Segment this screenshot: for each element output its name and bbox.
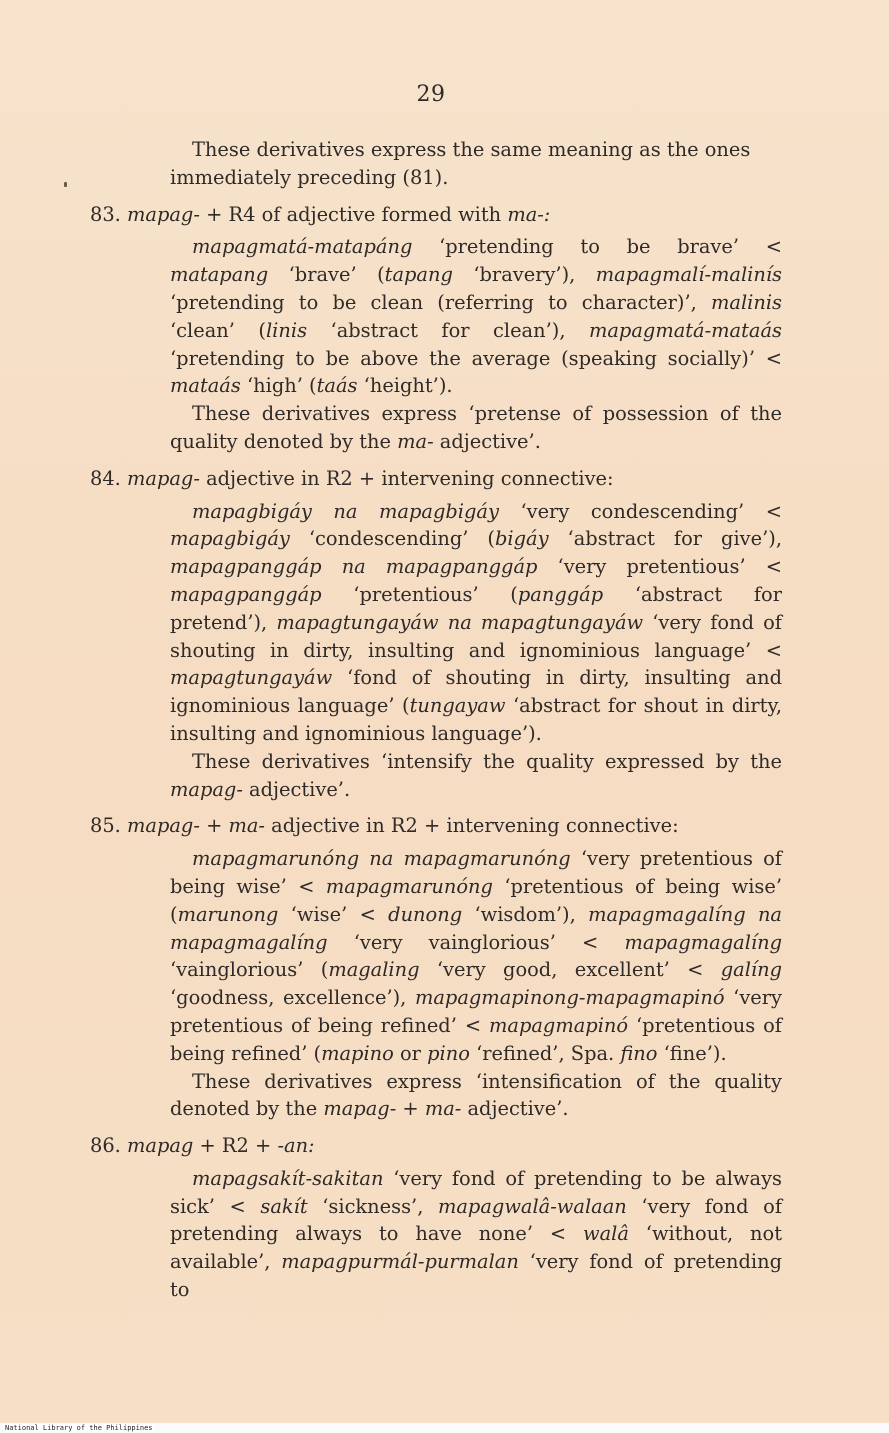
example-part-7: ‘pretending to be clean (referring to character)’, — [170, 290, 711, 314]
page-content — [90, 136, 782, 1304]
example-part-4: marunong — [177, 902, 279, 926]
example-part-17: ‘abstract for shout in dirty, insulting and ignominious language’). — [170, 694, 783, 745]
example-part-1: ‘very pretentious of being wise’ < — [170, 847, 782, 898]
note-part-2: adjective’. — [242, 777, 351, 801]
note-part-1: mapag- — [323, 1097, 397, 1121]
example-part-11: ‘abstract for clean’), — [307, 318, 589, 342]
note-part-0: These derivatives ‘intensify the quality expressed by the — [192, 749, 782, 773]
heading-part-0: mapag — [127, 1134, 194, 1158]
intro-paragraph — [90, 136, 782, 192]
section-examples — [170, 845, 782, 1067]
section-heading-2 — [90, 812, 782, 840]
example-part-17: ‘height’). — [357, 374, 453, 398]
example-part-17: ‘very pretentious of being refined’ < — [170, 986, 782, 1037]
example-part-20: mapino — [321, 1041, 394, 1065]
example-part-2: sakít — [260, 1194, 308, 1218]
intro-line-2: immediately preceding (81). — [170, 165, 449, 189]
example-part-0: mapagmatá-matapáng — [192, 235, 413, 259]
example-part-10: linis — [265, 318, 308, 342]
intro-line-1: These derivatives express the same meaning as the ones — [192, 138, 751, 161]
example-part-5: ‘bravery’), — [452, 263, 596, 287]
example-part-14: mataás — [170, 374, 241, 398]
page-number: 29 — [416, 82, 446, 107]
note-part-1: mapag- — [170, 777, 243, 801]
heading-part-2: -an: — [277, 1134, 315, 1158]
example-part-7: ‘very pretentious’ < — [537, 555, 782, 579]
example-part-7: ‘wisdom’), — [462, 902, 589, 926]
example-part-9: ‘pretentious’ ( — [321, 582, 518, 606]
example-part-11: ‘vainglorious’ ( — [170, 958, 329, 982]
heading-part-0: mapag- — [127, 466, 200, 490]
example-part-8: malinis — [711, 290, 782, 314]
section-body-2 — [90, 845, 782, 1123]
heading-part-2: ma- — [228, 814, 265, 838]
section-note — [170, 400, 782, 456]
example-part-9: ‘clean’ ( — [170, 318, 266, 342]
section-heading-1 — [90, 465, 782, 493]
example-part-3: ‘sickness’, — [307, 1194, 438, 1218]
example-part-11: ‘abstract for pretend’), — [170, 582, 782, 634]
section-examples — [170, 498, 782, 748]
example-part-22: pino — [427, 1041, 470, 1065]
example-part-16: mapagmapinong-mapagmapinó — [414, 986, 725, 1010]
heading-part-1: + — [199, 814, 229, 838]
example-part-4: tapang — [384, 263, 453, 287]
heading-part-1: adjective in R2 + intervening connective: — [199, 466, 614, 490]
example-part-1: ‘very fond of pretending to be always sick’ < — [170, 1166, 782, 1218]
example-part-14: mapagtungayáw — [170, 666, 333, 690]
note-part-3: ma- — [424, 1097, 462, 1121]
example-part-6: walâ — [583, 1222, 629, 1246]
example-part-9: ‘very vainglorious’ < — [327, 930, 625, 954]
note-part-4: adjective’. — [461, 1097, 569, 1121]
sections-container — [90, 201, 782, 1304]
example-part-14: galíng — [720, 958, 782, 982]
section-heading-3 — [90, 1132, 782, 1160]
section-examples — [170, 1165, 782, 1304]
example-part-12: magaling — [328, 958, 420, 982]
section-number: 83. — [90, 202, 128, 226]
example-part-15: ‘fond of shouting in dirty, insulting and ignominious language’ ( — [170, 666, 782, 718]
section-note — [170, 1068, 782, 1124]
footer-credit: National Library of the Philippines — [5, 1424, 153, 1432]
example-part-0: mapagsakít-sakitan — [192, 1166, 384, 1190]
example-part-12: mapagtungayáw na mapagtungayáw — [276, 610, 644, 634]
note-part-0: These derivatives express ‘pretense of possession of the quality denoted by the — [170, 402, 782, 453]
note-part-2: + — [396, 1097, 425, 1121]
example-part-12: mapagmatá-mataás — [588, 318, 782, 342]
example-part-18: mapagmapinó — [489, 1013, 629, 1037]
example-part-13: ‘very fond of shouting in dirty, insulting and ignominious language’ < — [170, 610, 782, 662]
example-part-4: bigáy — [495, 527, 549, 551]
example-part-8: mapagpurmál-purmalan — [281, 1250, 519, 1274]
note-part-2: adjective’. — [433, 429, 541, 453]
section-number: 84. — [90, 466, 128, 490]
example-part-6: mapagpanggáp na mapagpanggáp — [170, 555, 538, 579]
example-part-4: mapagwalâ-walaan — [437, 1194, 627, 1218]
section-body-0 — [90, 233, 782, 455]
example-part-8: mapagmagalíng na mapagmagalíng — [170, 902, 782, 954]
note-part-0: These derivatives express ‘intensification of the quality denoted by the — [170, 1069, 782, 1121]
example-part-0: mapagmarunóng na mapagmarunóng — [192, 847, 571, 871]
example-part-2: matapang — [170, 263, 269, 287]
heading-part-0: mapag- — [127, 202, 200, 226]
example-part-2: mapagmarunóng — [325, 874, 493, 898]
heading-part-2: ma-: — [507, 202, 551, 226]
example-part-16: taás — [316, 374, 358, 398]
heading-part-1: + R4 of adjective formed with — [199, 202, 508, 226]
section-heading-0 — [90, 201, 782, 229]
stray-mark — [64, 182, 67, 187]
example-part-1: ‘pretending to be brave’ < — [412, 235, 782, 259]
example-part-15: ‘high’ ( — [240, 374, 317, 398]
example-part-24: fino — [620, 1041, 658, 1065]
example-part-5: ‘wise’ < — [278, 902, 389, 926]
example-part-6: dunong — [388, 902, 463, 926]
example-part-3: ‘condescending’ ( — [289, 527, 495, 551]
example-part-10: panggáp — [517, 582, 604, 606]
note-part-1: ma- — [397, 429, 434, 453]
section-examples — [170, 233, 782, 400]
example-part-13: ‘pretending to be above the average (speaking socially)’ < — [170, 346, 782, 370]
example-part-8: mapagpanggáp — [170, 582, 322, 606]
example-part-5: ‘very fond of pretending always to have none’ < — [170, 1194, 782, 1246]
example-part-7: ‘without, not available’, — [170, 1222, 782, 1274]
example-part-21: or — [393, 1041, 428, 1065]
example-part-10: mapagmagalíng — [624, 930, 782, 954]
example-part-9: ‘very fond of pretending to — [170, 1250, 782, 1302]
section-note — [170, 748, 782, 804]
heading-part-3: adjective in R2 + intervening connective: — [264, 814, 679, 838]
example-part-1: ‘very condescending’ < — [498, 499, 782, 523]
example-part-3: ‘pretentious of being wise’ ( — [170, 874, 782, 926]
example-part-2: mapagbigáy — [170, 527, 290, 551]
section-body-1 — [90, 498, 782, 804]
example-part-15: ‘goodness, excellence’), — [170, 986, 415, 1010]
section-number: 85. — [90, 814, 128, 838]
example-part-0: mapagbigáy na mapagbigáy — [192, 499, 499, 523]
section-number: 86. — [90, 1134, 128, 1158]
example-part-13: ‘very good, excellent’ < — [419, 958, 721, 982]
example-part-25: ‘fine’). — [657, 1041, 727, 1065]
heading-part-1: + R2 + — [193, 1134, 278, 1158]
example-part-6: mapagmalí-malinís — [595, 263, 782, 287]
example-part-16: tungayaw — [409, 694, 506, 718]
example-part-19: ‘pretentious of being refined’ ( — [170, 1013, 782, 1065]
example-part-3: ‘brave’ ( — [268, 263, 385, 287]
example-part-23: ‘refined’, Spa. — [469, 1041, 621, 1065]
section-body-3 — [90, 1165, 782, 1304]
heading-part-0: mapag- — [127, 814, 200, 838]
example-part-5: ‘abstract for give’), — [548, 527, 782, 551]
